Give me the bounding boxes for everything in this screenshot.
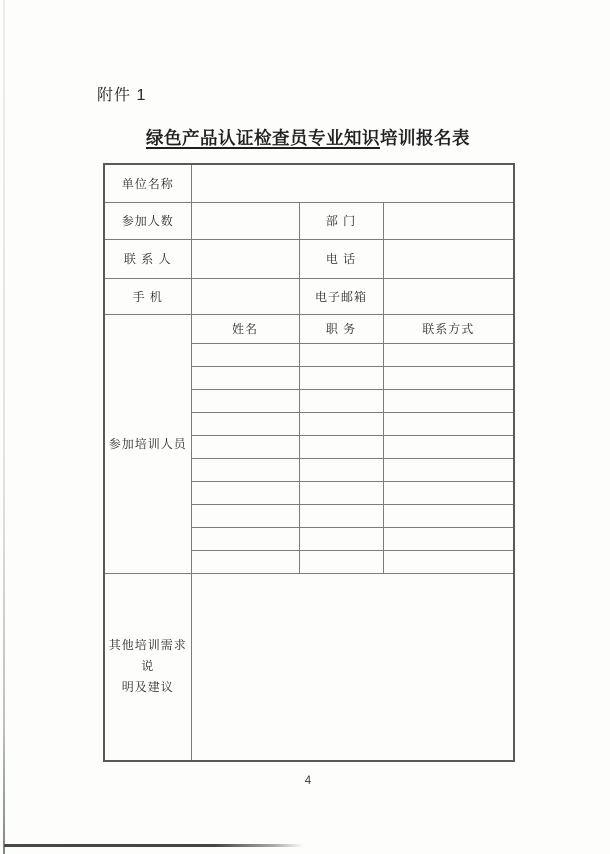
other-needs-label	[104, 573, 191, 761]
trainee-position-column-header: 职 务	[299, 314, 383, 343]
contact-person-value-cell	[191, 239, 299, 278]
trainees-section-label: 参加培训人员	[104, 314, 191, 573]
participants-count-value-cell	[191, 202, 299, 239]
trainee-contact-cell	[383, 412, 514, 435]
trainee-name-cell	[191, 366, 299, 389]
phone-label: 电 话	[299, 239, 383, 278]
trainee-position-cell	[299, 504, 383, 527]
page-number: 4	[304, 775, 312, 787]
trainee-position-cell	[299, 458, 383, 481]
trainee-contact-column-header: 联系方式	[383, 314, 514, 343]
trainee-name-cell	[191, 550, 299, 573]
trainee-name-cell	[191, 343, 299, 366]
department-value-cell	[383, 202, 514, 239]
row-unit-name	[104, 164, 514, 202]
trainee-name-cell	[191, 481, 299, 504]
trainee-position-cell	[299, 412, 383, 435]
form-title	[0, 125, 610, 150]
row-mobile-email	[104, 278, 514, 314]
attachment-label: 附件 1	[97, 87, 147, 104]
department-label: 部 门	[299, 202, 383, 239]
trainee-position-cell	[299, 389, 383, 412]
trainee-position-cell	[299, 481, 383, 504]
row-other-needs	[104, 573, 514, 761]
row-trainee-header	[104, 314, 514, 343]
trainee-name-cell	[191, 527, 299, 550]
form-title-underlined-part: 绿色产品认证检查员专业知识	[146, 128, 380, 148]
trainee-contact-cell	[383, 527, 514, 550]
trainee-name-cell	[191, 435, 299, 458]
trainee-contact-cell	[383, 481, 514, 504]
contact-person-label: 联 系 人	[104, 239, 191, 278]
trainee-name-column-header: 姓名	[191, 314, 299, 343]
trainee-position-cell	[299, 527, 383, 550]
trainee-contact-cell	[383, 389, 514, 412]
trainee-position-cell	[299, 435, 383, 458]
email-label: 电子邮箱	[299, 278, 383, 314]
unit-name-label: 单位名称	[104, 164, 191, 202]
trainee-contact-cell	[383, 504, 514, 527]
mobile-value-cell	[191, 278, 299, 314]
trainee-name-cell	[191, 412, 299, 435]
scan-edge-artifact-bottom	[4, 844, 304, 847]
trainee-position-cell	[299, 550, 383, 573]
row-contact-phone	[104, 239, 514, 278]
trainee-name-cell	[191, 458, 299, 481]
trainee-name-cell	[191, 389, 299, 412]
trainee-position-cell	[299, 366, 383, 389]
registration-form-table	[103, 163, 515, 762]
unit-name-value-cell	[191, 164, 514, 202]
form-title-rest-part: 培训报名表	[380, 128, 470, 148]
trainee-contact-cell	[383, 343, 514, 366]
trainee-contact-cell	[383, 458, 514, 481]
mobile-label: 手 机	[104, 278, 191, 314]
other-needs-label-line1: 其他培训需求说	[108, 638, 187, 674]
trainee-position-cell	[299, 343, 383, 366]
participants-count-label: 参加人数	[104, 202, 191, 239]
email-value-cell	[383, 278, 514, 314]
trainee-contact-cell	[383, 435, 514, 458]
other-needs-label-line2: 明及建议	[121, 680, 174, 695]
other-needs-value-cell	[191, 573, 514, 761]
row-participants-department	[104, 202, 514, 239]
phone-value-cell	[383, 239, 514, 278]
trainee-name-cell	[191, 504, 299, 527]
trainee-contact-cell	[383, 366, 514, 389]
trainee-contact-cell	[383, 550, 514, 573]
